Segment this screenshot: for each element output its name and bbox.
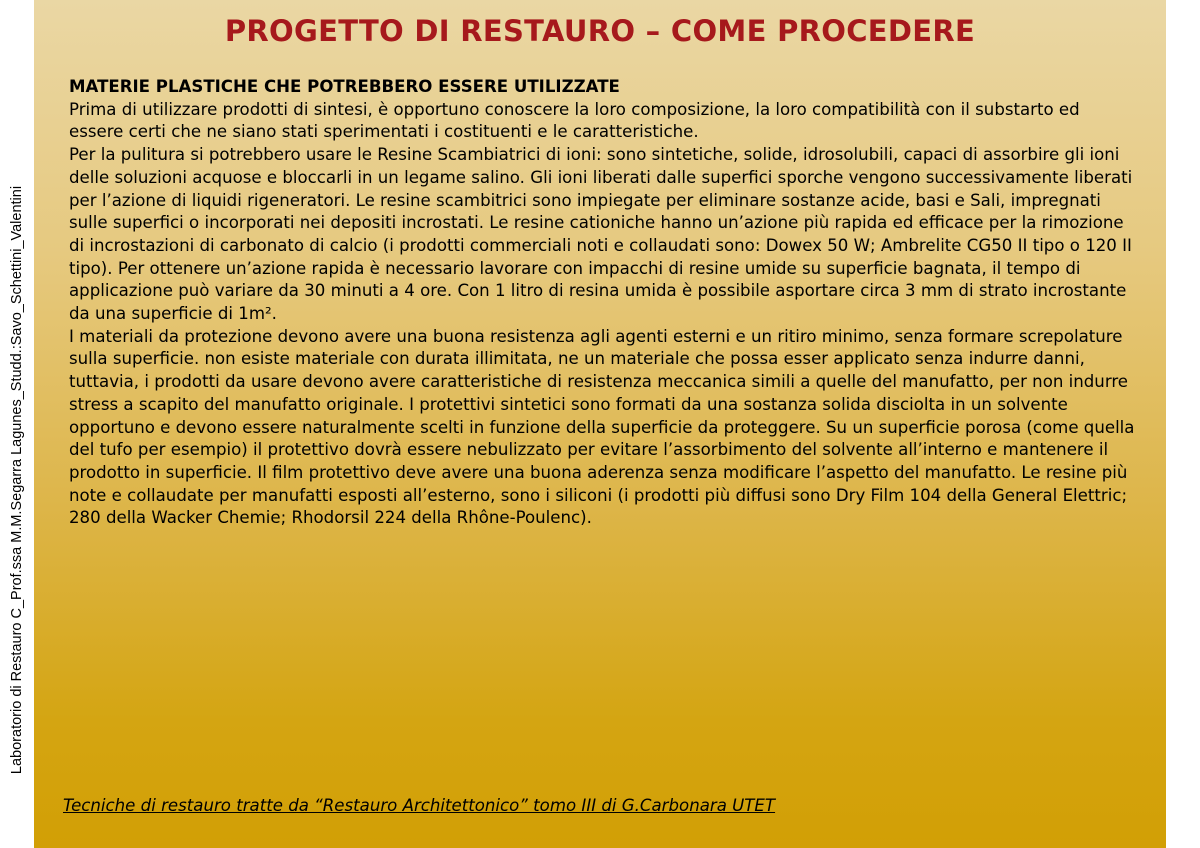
paragraph-protection: I materiali da protezione devono avere una buona resistenza agli agenti esterni e un ritiro minimo, senza formare screpolature sulla superficie. non esiste materiale con durata illimitata, ne un materiale che possa esser applicato senza indurre danni, tuttavia, i prodotti da usare devono avere caratteristiche di resistenza meccanica simili a quelle del manufatto, per non indurre stress a scapito del manufatto originale. I protettivi sintetici sono formati da una sostanza solida disciolta in un solvente opportuno e devono essere naturalmente scelti in funzione della superficie da proteggere. Su un superficie porosa (come quella del tufo per esempio) il protettivo dovrà essere nebulizzato per evitare l’assorbimento del solvente all’interno e mantenere il prodotto in superficie. Il film protettivo deve avere una buona aderenza senza modificare l’aspetto del manufatto. Le resine più note e collaudate per manufatti esposti all’esterno, sono i siliconi (i prodotti più diffusi sono Dry Film 104 della General Elettric; 280 della Wacker Chemie; Rhodorsil 224 della Rhône-Poulenc). xyxy=(69,326,1135,528)
slide-title: PROGETTO DI RESTAURO – COME PROCEDERE xyxy=(224,14,976,48)
source-citation: Tecniche di restauro tratte da “Restauro Architettonico” tomo III di G.Carbonara UTET xyxy=(63,796,776,815)
paragraph-cleaning: Per la pulitura si potrebbero usare le Resine Scambiatrici di ioni: sono sintetiche, solide, idrosolubili, capaci di assorbire gli ioni delle soluzioni acquose e bloccarli in un legame salino. Gli ioni liberati dalle superfici sporche vengono successivamente liberati per l’azione di liquidi rigeneratori. Le resine scambitrici sono impiegate per eliminare sostanze acide, basi e Sali, impregnati sulle superfici o incorporati nei depositi incrostati. Le resine cationiche hanno un’azione più rapida ed efficace per la rimozione di incrostazioni di carbonato di calcio (i prodotti commerciali noti e collaudati sono: Dowex 50 W; Ambrelite CG50 II tipo o 120 II tipo). Per ottenere un’azione rapida è necessario lavorare con impacchi di resine umide su superficie bagnata, il tempo di applicazione può variare da 30 minuti a 4 ore. Con 1 litro di resina umida è possibile asportare circa 3 mm di strato incrostante da una superficie di 1m². xyxy=(69,145,1133,324)
sidebar-credit-text: Laboratorio di Restauro C_Prof.ssa M.M.Segarra Lagunes_Studd.:Savo_Schettini_Valentini xyxy=(9,185,25,775)
right-margin xyxy=(1166,0,1200,848)
sidebar xyxy=(0,0,34,848)
paragraph-intro: Prima di utilizzare prodotti di sintesi, è opportuno conoscere la loro composizione, la loro compatibilità con il substarto ed essere certi che ne siano stati sperimentati i costituenti e le caratteristiche. xyxy=(69,99,1080,142)
section-heading: MATERIE PLASTICHE CHE POTREBBERO ESSERE UTILIZZATE xyxy=(69,77,620,96)
slide-content xyxy=(69,76,1139,530)
slide xyxy=(34,0,1166,848)
